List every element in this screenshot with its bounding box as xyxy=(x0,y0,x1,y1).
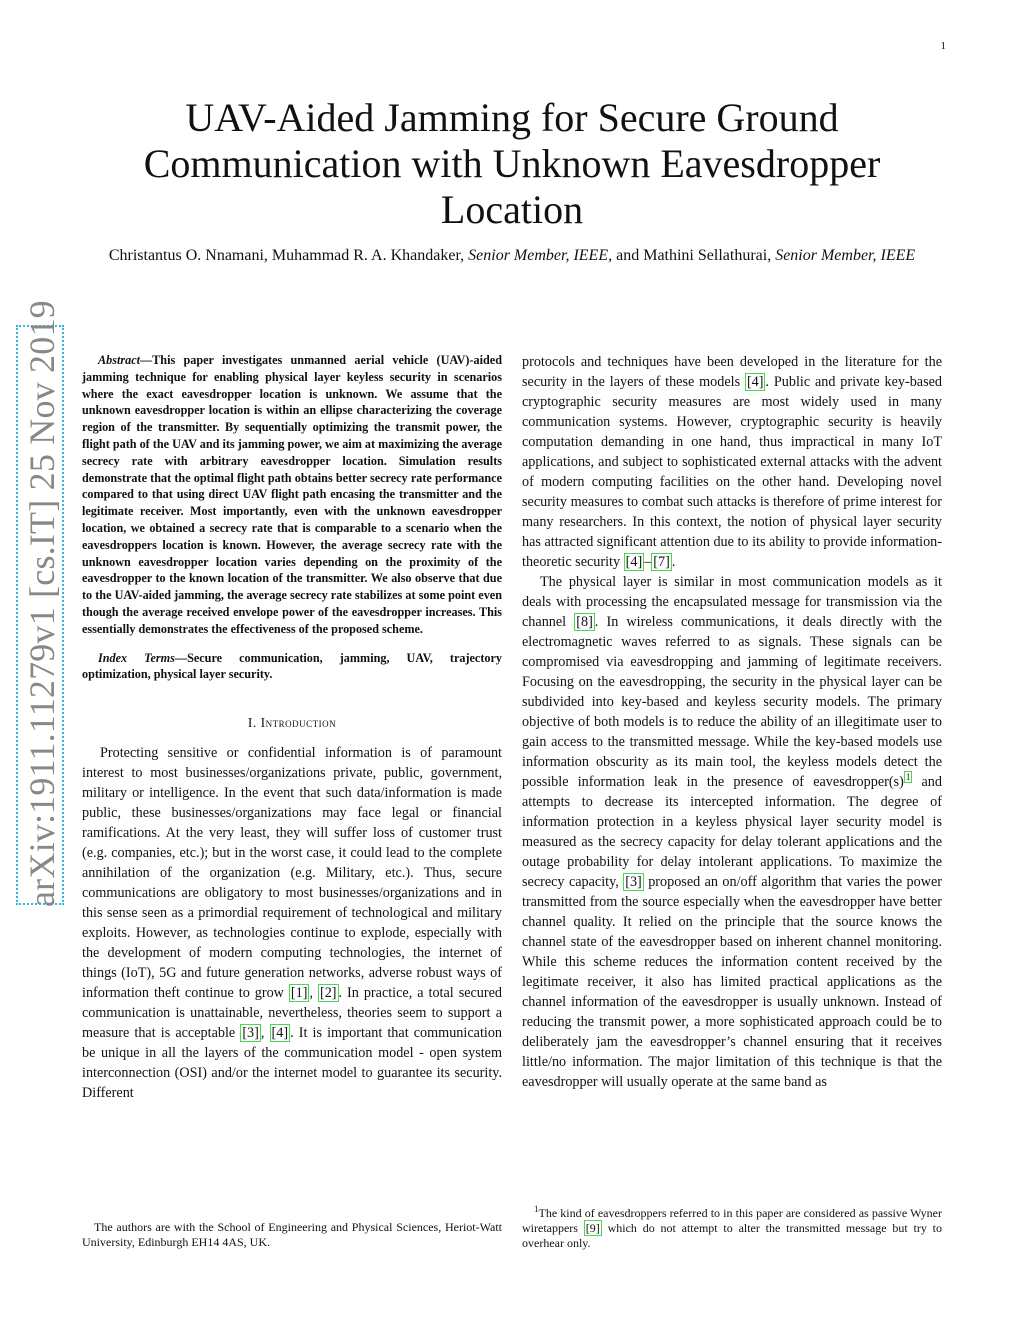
intro-right-text-a: protocols and techniques have been developed in the literature for the security in the layers of these models xyxy=(522,354,942,390)
citation-link[interactable]: [7] xyxy=(653,554,670,570)
footnote-text-b: which do not attempt to alter the transmitted message but try to overhear only. xyxy=(522,1221,942,1250)
intro-right-p2-b: . In wireless communications, it deals directly with the electromagnetic waves referred to as signals. These signals can be compromised via eavesdropping and jamming of legitimate receivers. Focusing on the eavesdropping, the security in the physical layer can be subdivided into key-based and keyless security models. The primary objective of both models is to reduce the ability of an illegitimate user to gain access to the transmitted message. While the key-based models use information obscurity as its main tool, the keyless models detect the possible information leak in the presence of eavesdropper(s) xyxy=(522,614,942,790)
index-terms xyxy=(82,650,502,684)
citation-link[interactable]: [4] xyxy=(625,554,643,570)
right-column xyxy=(522,352,942,1092)
author-role-2: Senior Member, IEEE xyxy=(775,247,916,264)
paper-title: UAV-Aided Jamming for Secure Ground Communication with Unknown Eavesdropper Location xyxy=(143,95,881,232)
footnote-link[interactable]: 1 xyxy=(905,772,911,783)
abstract-label: Abstract— xyxy=(98,353,153,367)
citation-link[interactable]: [4] xyxy=(271,1025,289,1042)
index-terms-text: Secure communication, jamming, UAV, trajectory optimization, physical layer security. xyxy=(82,650,502,682)
authors xyxy=(82,245,942,266)
intro-right-text-b: . Public and private key-based cryptographic security measures are most widely used in many communication systems. However, cryptographic security is heavily computation demanding in one hand, thus impractical in many IoT applications, and subject to sophisticated external attacks with the advent of modern computing facilities on the other hand. Developing novel security measures to combat such attacks is therefore of prime interest for many researchers. In this context, the notion of physical layer security has attracted significant attention due to its ability to provide information-theoretic security xyxy=(522,374,942,570)
citation-separator: , xyxy=(260,1025,270,1042)
intro-right-p2-c: and attempts to decrease its intercepted information. The degree of information protection in a keyless physical layer security model is measured as the secrecy capacity for delay tolerant applications and the outage probability for delay intolerant applications. To maximize the secrecy capacity, xyxy=(522,774,942,890)
arxiv-stamp: arXiv:1911.11279v1 [cs.IT] 25 Nov 2019 xyxy=(22,300,62,907)
citation-separator: , xyxy=(309,985,318,1002)
arxiv-stamp-border xyxy=(16,300,64,907)
intro-right-p2-d: proposed an on/off algorithm that varies the power transmitted from the source especially when the eavesdropper have better channel quality. It relied on the principle that the source knows the channel state of the eavesdropper based on inherent channel monitoring. While this scheme reduces the information content received by the legitimate receiver, it also has limited practical applications as the channel information of the eavesdropper is usually unknown. Instead of reducing the transmit power, a more sophisticated approach could be to deliberately jam the eavesdropper’s channel ensuring that it receives little/no information. The major limitation of this technique is that the eavesdropper will usually operate at the same band as xyxy=(522,874,942,1090)
eavesdropper-footnote xyxy=(522,1206,942,1251)
intro-paragraph-2 xyxy=(522,572,942,1092)
intro-right-p2-a: The physical layer is similar in most communication models as it deals with processing the encapsulated message for transmission via the channel xyxy=(522,574,942,630)
intro-text-c: . It is important that communication be unique in all the layers of the communication model - open system interconnection (OSI) and/or the internet model to guarantee its security. Different xyxy=(82,1025,503,1102)
section-title: Introduction xyxy=(260,715,337,731)
author-affiliation-footnote: The authors are with the School of Engineering and Physical Sciences, Heriot-Watt University, Edinburgh EH14 4AS, UK. xyxy=(82,1220,502,1249)
author-role-1: Senior Member, IEEE xyxy=(468,247,609,264)
citation-link[interactable]: [8] xyxy=(576,614,593,630)
authors-names-2: , and Mathini Sellathurai, xyxy=(608,247,776,264)
abstract-text: This paper investigates unmanned aerial vehicle (UAV)-aided jamming technique for enabling physical layer keyless security in scenarios where the exact eavesdropper location is unknown. We assume that the unknown eavesdropper location is within an ellipse characterizing the coverage region of the transmitter. By sequentially optimizing the transmit power, the flight path of the UAV and its jamming power, we aim at maximizing the average secrecy rate with arbitrary eavesdropper location. Simulation results demonstrate that the optimal flight path obtains better secrecy rate performance compared to that using direct UAV flight path encasing the transmitter and the legitimate receiver. Most importantly, even with the unknown eavesdropper location, we obtained a secrecy rate that is comparable to a scenario when the eavesdroppers location is known. However, the average secrecy rate with the unknown eavesdropper location varies depending on the proximity of the eavesdropper to the known location of the transmitter. We also observe that due to the UAV-aided jamming, the average secrecy rate stabilizes at some point even though the average received envelope power of the eavesdropper increases. This essentially demonstrates the effectiveness of the proposed scheme. xyxy=(82,353,502,636)
citation-link[interactable]: [3] xyxy=(625,874,642,890)
footnote-mark: 1 xyxy=(534,1204,539,1214)
citation-link[interactable]: [4] xyxy=(746,374,764,390)
section-numeral: I. xyxy=(247,715,261,731)
section-heading-introduction xyxy=(82,713,502,733)
citation-range-dash: – xyxy=(644,554,652,570)
citation-link[interactable]: [2] xyxy=(319,985,337,1002)
intro-right-text-c: . xyxy=(671,554,676,570)
citation-link[interactable]: [3] xyxy=(242,1025,259,1042)
authors-names-1: Christantus O. Nnamani, Muhammad R. A. Khandaker, xyxy=(108,247,469,264)
left-column xyxy=(82,352,502,1103)
intro-paragraph-1-cont xyxy=(522,352,942,572)
citation-link[interactable]: [1] xyxy=(290,985,308,1002)
abstract xyxy=(82,352,502,638)
citation-link[interactable]: [9] xyxy=(585,1221,600,1235)
footnote-text-a: The kind of eavesdroppers referred to in this paper are considered as passive Wyner wiretappers xyxy=(522,1206,942,1235)
intro-text-b: . In practice, a total secured communication is unattainable, nevertheless, theories seem to support a measure that is acceptable xyxy=(82,985,503,1042)
intro-text-a: Protecting sensitive or confidential information is of paramount interest to most businesses/organizations private, public, government, military or intelligence. In the event that such data/information is made public, these businesses/organizations may face legal or financial ramifications. At the very least, they will suffer loss of customer trust (e.g. companies, etc.); but in the worst case, it could lead to the complete annihilation of the organization (e.g. Military, etc.). Thus, secure communications are obligatory to most businesses/organizations and in this sense seen as a primordial requirement of technological and military exploits. However, as technologies continue to explode, especially with the development of modern computing technologies, the internet of things (IoT), 5G and future generation networks, adverse robust ways of information theft continue to grow xyxy=(82,745,502,1002)
index-terms-label: Index Terms— xyxy=(98,650,188,665)
intro-paragraph-1 xyxy=(82,743,502,1103)
page-number: 1 xyxy=(940,40,946,52)
